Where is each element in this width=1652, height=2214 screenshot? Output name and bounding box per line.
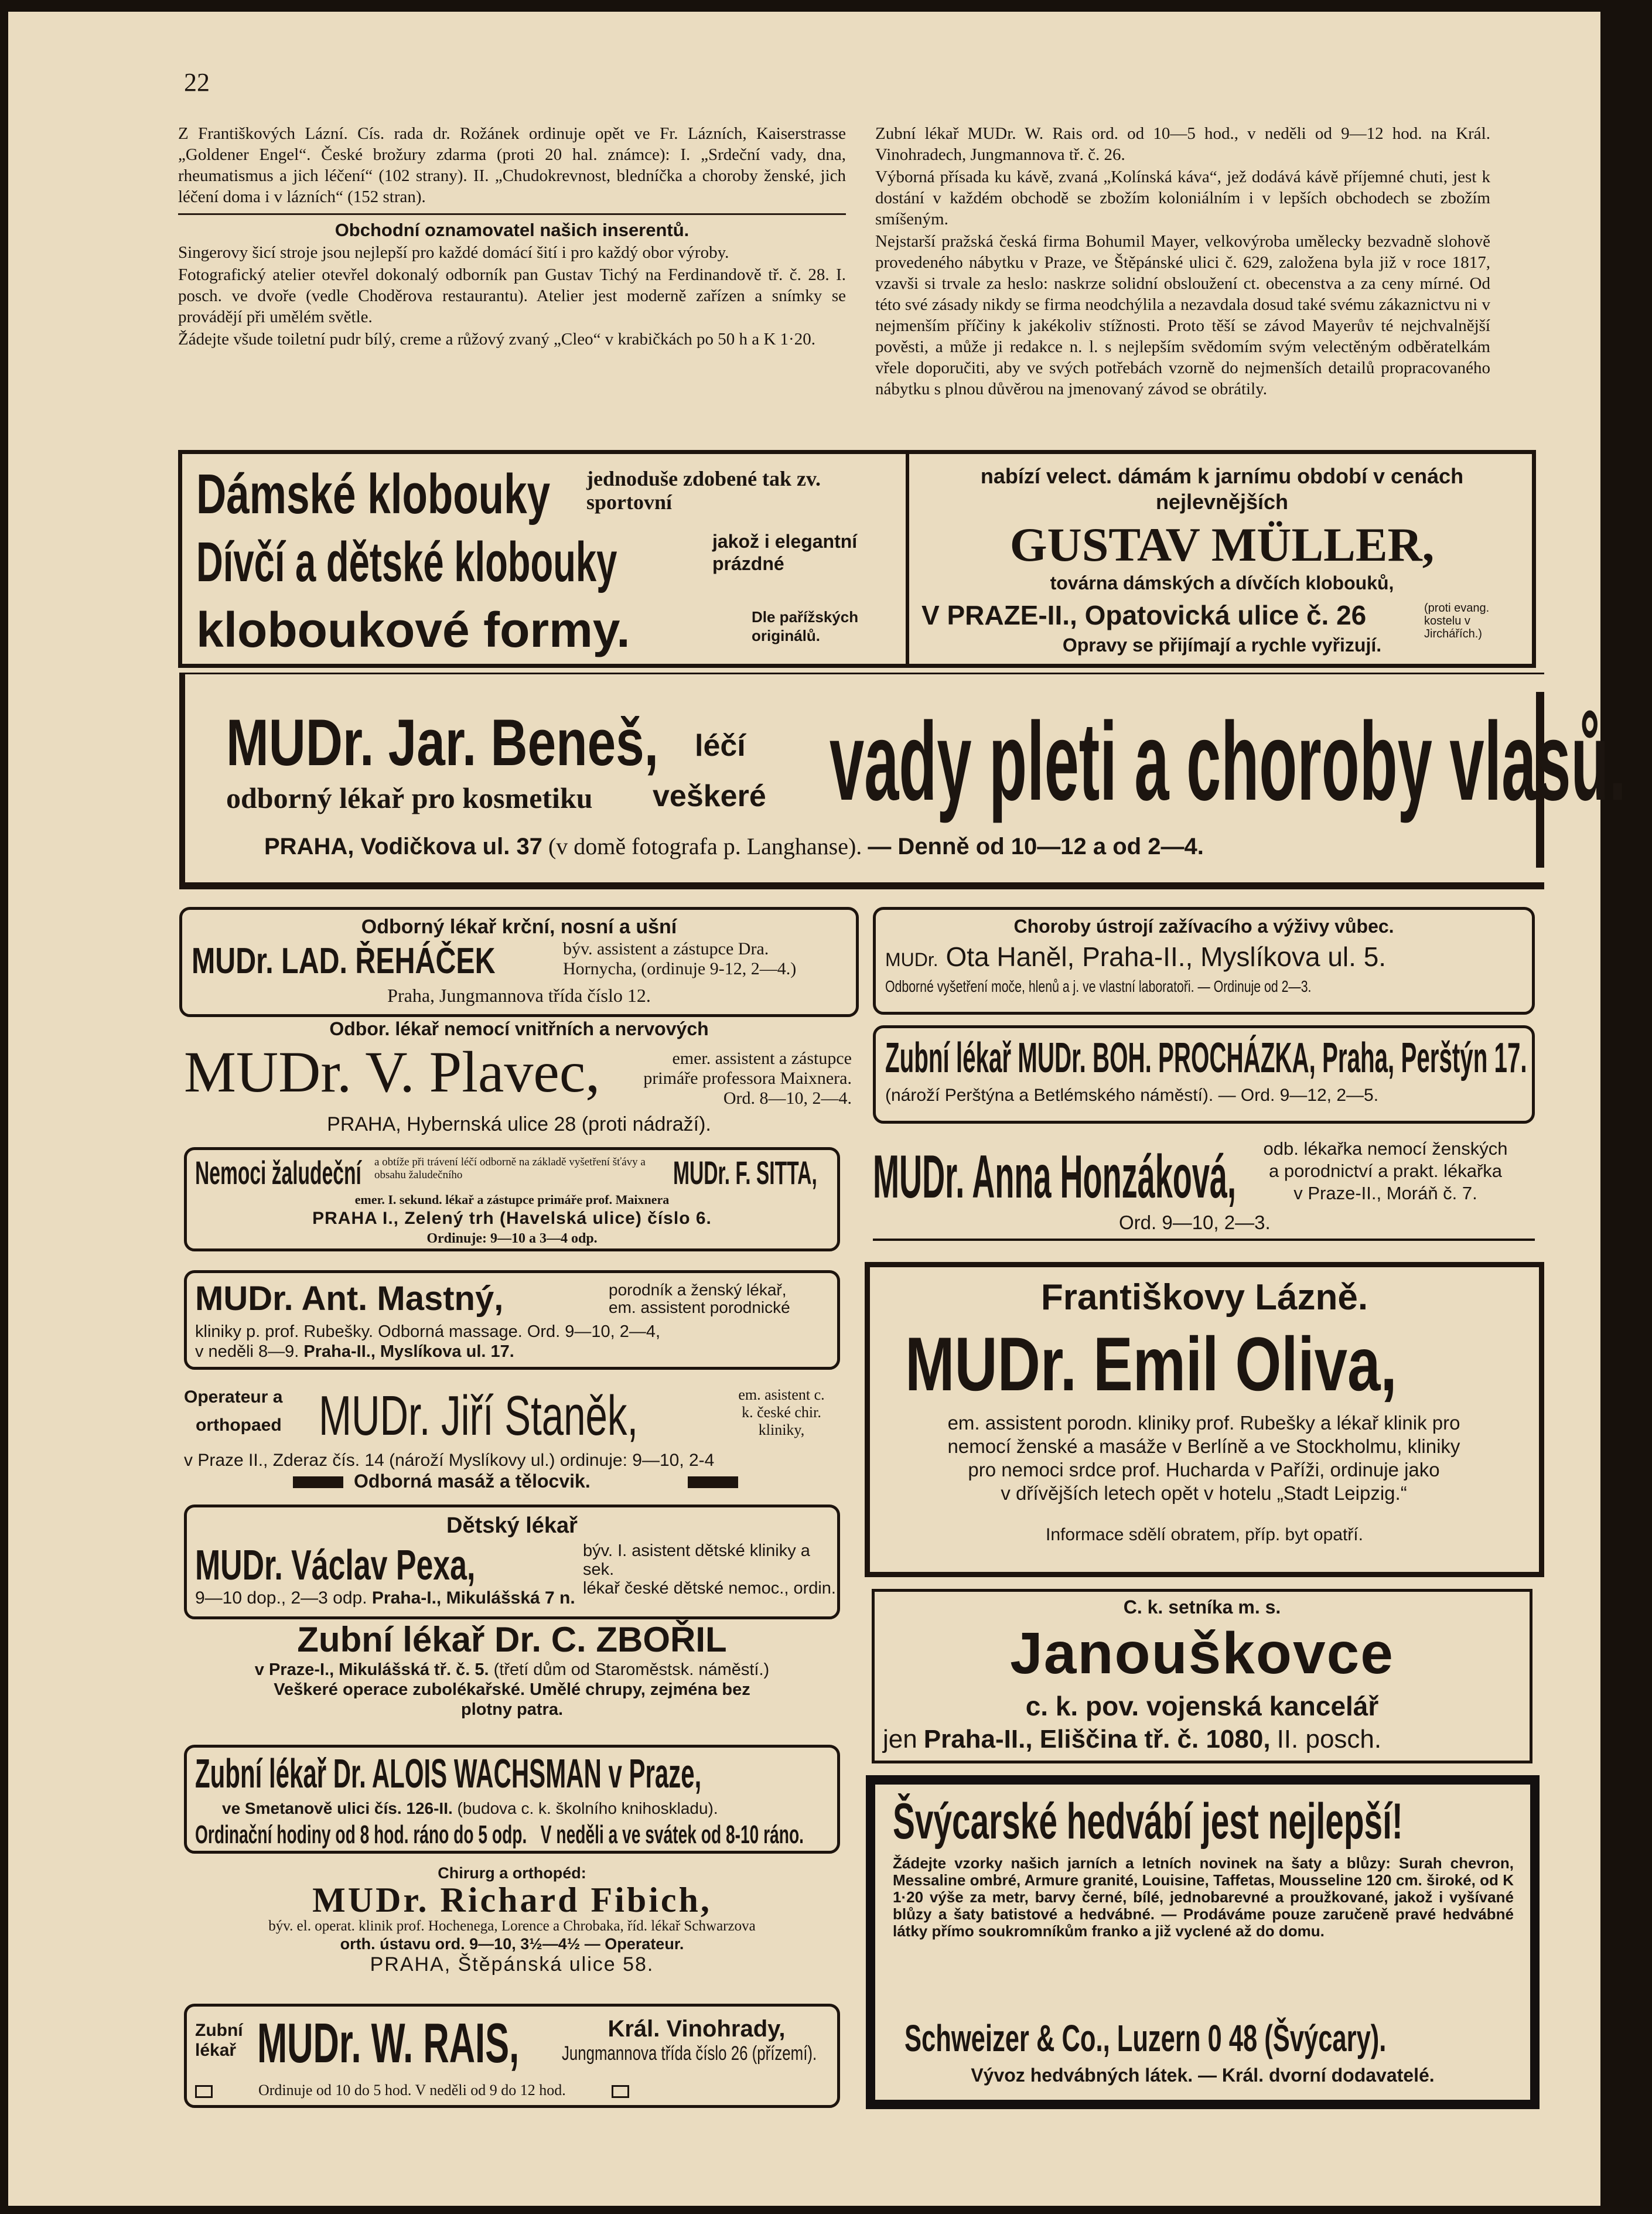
ladies-hats: Dámské klobouky [196, 463, 551, 526]
janouskovec-heading: C. k. setníka m. s. [1123, 1596, 1281, 1618]
hanel-heading: Choroby ústrojí zažívacího a výživy vůbec. [1013, 916, 1394, 937]
sitta-desc: a obtíže při trávení léčí odborně na základě vyšetření šťávy a obsahu žaludečního [374, 1156, 646, 1181]
page-edge-shadow [1600, 12, 1627, 2206]
plavec-info-2: primáře professora Maixnera. [643, 1069, 852, 1088]
benes-name: MUDr. Jar. Beneš, [226, 706, 659, 779]
muller-address: V PRAZE-II., Opatovická ulice č. 26 [921, 600, 1367, 630]
stanek-address: v Praze II., Zderaz čís. 14 (nároží Myslíkovy ul.) ordinuje: 9—10, 2-4 [184, 1451, 715, 1470]
mastny-info-4: v neděli 8—9. [195, 1342, 299, 1361]
singer-notice: Singerovy šicí stroje jsou nejlepší pro každé domácí šití i pro každý obor výroby. [178, 243, 729, 262]
hat-forms-sub: Dle pařížských originálů. [752, 608, 859, 644]
mastny-info-a [609, 1281, 831, 1316]
oliva-heading: Františkovy Lázně. [1040, 1277, 1368, 1318]
zboril-info-1: Veškeré operace zubolékařské. Umělé chrupy, zejména bez [274, 1680, 750, 1699]
plavec-info-3: Ord. 8—10, 2—4. [723, 1089, 852, 1108]
janouskovec-office: c. k. pov. vojenská kancelář [1025, 1691, 1379, 1721]
sitta-address: PRAHA I., Zelený trh (Havelská ulice) číslo 6. [312, 1209, 712, 1228]
oliva-ad [865, 1262, 1544, 1577]
janouskovec-ad [872, 1589, 1532, 1763]
benes-skin-hair: vady pleti a choroby vlasů. [830, 700, 1627, 824]
sitta-ad [184, 1147, 840, 1251]
mastny-ad [184, 1270, 840, 1370]
schweizer-text-1: Žádejte vzorky našich jarních a letních novinek na šaty a blůzy: Surah chevron, Messaline ombré, Armure granité, Louisine, Taffetas, Mousseline 120 cm. široké, od K 1·20 výše za metr, barvy černé, bílé, jednobarevné a proužkované, jakož i vyšívané blůzy a šaty batistové a hedvábné. [893, 1854, 1514, 1923]
oliva-info-4: v dřívějších letech opět v hotelu „Stadt Leipzig.“ [1001, 1482, 1407, 1504]
zboril-address: v Praze-I., Mikulášská tř. č. 5. [254, 1660, 489, 1679]
hanel-hours: — Ordinuje od 2—3. [1197, 977, 1312, 995]
frantiskovy-lazne-notice: Z Františkových Lázní. Cís. rada dr. Rožánek ordinuje opět ve Fr. Lázních, Kaiserstrasse „Goldener Engel“. České brožury zdarma (proti 20 hal. známce): I. „Srdeční vady, dna, rheumatismus a jich léčení“ (102 strany). II. „Chudokrevnost, bledníčka a choroby ženské, jich léčení doma i v lázních“ (152 stran). [178, 124, 846, 206]
schweizer-ad [866, 1775, 1540, 2109]
ornament-icon [195, 2085, 213, 2098]
oliva-info-2: nemocí ženské a masáže v Berlíně a ve Stockholmu, kliniky [947, 1435, 1460, 1457]
zboril-name: Zubní lékař Dr. C. ZBOŘIL [297, 1620, 727, 1659]
rais-label-2: lékař [195, 2041, 237, 2060]
rais-district: Král. Vinohrady, [607, 2016, 786, 2042]
pexa-ad [184, 1505, 840, 1619]
stanek-info [723, 1386, 840, 1439]
plavec-name: MUDr. V. Plavec, [184, 1039, 600, 1104]
prochazka-name: Zubní lékař MUDr. BOH. PROCHÁZKA, Praha, Perštýn 17. [885, 1035, 1527, 1082]
pexa-info-2: lékař české dětské nemoc., ordin. [583, 1579, 836, 1598]
kolinska-notice: Výborná přísada ku kávě, zvaná „Kolínská káva“, jež dodává kávě příjemné chuti, jest k dostání v každém obchodě se zbožím koloniálním i v lepších obchodech se zbožím smíšeným. [875, 168, 1490, 228]
girls-hats: Dívčí a dětské klobouky [196, 531, 617, 593]
oliva-name: MUDr. Emil Oliva, [905, 1321, 1397, 1407]
sitta-info: emer. I. sekund. lékař a zástupce primáře prof. Maixnera [354, 1192, 670, 1207]
rehacek-heading: Odborný lékař krční, nosní a ušní [361, 916, 677, 938]
plavec-info [617, 1049, 852, 1108]
janouskovec-only: jen [883, 1725, 917, 1754]
honzakova-ad [873, 1132, 1535, 1237]
hanel-ad [873, 907, 1535, 1015]
benes-ad [179, 673, 1627, 889]
rais-notice: Zubní lékař MUDr. W. Rais ord. od 10—5 hod., v neděli od 9—12 hod. na Král. Vinohradech, Jungmannova tř. č. 26. [875, 124, 1490, 164]
pexa-info [583, 1541, 841, 1598]
wachsman-name: Zubní lékař Dr. ALOIS WACHSMAN v Praze, [195, 1751, 702, 1796]
pexa-name: MUDr. Václav Pexa, [195, 1542, 476, 1589]
pexa-address: Praha-I., Mikulášská 7 n. [371, 1588, 575, 1608]
sitta-hours: Ordinuje: 9—10 a 3—4 odp. [426, 1231, 598, 1246]
rais-label-1: Zubní [195, 2021, 243, 2040]
stanek-info-3: kliniky, [758, 1421, 805, 1438]
atelier-notice: Fotografický atelier otevřel dokonalý odborník pan Gustav Tichý na Ferdinandově tř. č. 28. I. posch. ve dvoře (vedle Choděrova restaurantu). Atelier jest moderně zařízen a snímky se provádějí při umělém světle. [178, 265, 846, 326]
ornament-icon [612, 2085, 629, 2098]
rehacek-address: Praha, Jungmannova třída číslo 12. [387, 985, 651, 1006]
stanek-ad [184, 1381, 840, 1499]
wachsman-sunday: V neděli a ve svátek od 8-10 ráno. [540, 1820, 804, 1849]
left-column [178, 123, 846, 351]
rais-info [562, 2016, 831, 2065]
fibich-ad [184, 1864, 840, 1976]
hat-forms: kloboukové formy. [196, 602, 630, 657]
pointing-hand-left-icon [293, 1476, 343, 1488]
plavec-address: PRAHA, Hybernská ulice 28 (proti nádraží). [327, 1113, 711, 1135]
oliva-footer: Informace sdělí obratem, příp. byt opatří. [1046, 1525, 1363, 1544]
schweizer-text [893, 1855, 1514, 1940]
honzakova-info-2: a porodnictví a prakt. lékařka [1268, 1161, 1503, 1181]
oliva-info-3: pro nemoci srdce prof. Hucharda v Paříži, ordinuje jako [968, 1459, 1440, 1480]
fibich-info-2: orth. ústavu ord. 9—10, 3½—4½ — Operateur. [340, 1935, 684, 1953]
sitta-name: MUDr. F. SITTA, [673, 1154, 817, 1191]
page-number: 22 [184, 68, 210, 97]
mastny-info-3: kliniky p. prof. Rubešky. Odborná massage. Ord. 9—10, 2—4, [195, 1322, 661, 1341]
mastny-info-2: em. assistent porodnické [609, 1298, 790, 1316]
rais-label [195, 2021, 243, 2061]
janouskovec-floor: II. posch. [1276, 1725, 1382, 1754]
rais-address: Jungmannova třída číslo 26 (přízemí). [562, 2042, 817, 2065]
muller-hat-ad [178, 450, 1536, 668]
girls-hats-sub: jakož i elegantní prázdné [712, 531, 858, 574]
rehacek-ad [179, 907, 859, 1017]
stanek-info-2: k. české chir. [742, 1404, 821, 1421]
stanek-name: MUDr. Jiří Staněk, [319, 1384, 639, 1447]
mayer-notice: Nejstarší pražská česká firma Bohumil Mayer, velkovýroba umělecky bezvadně slohově provedeného nábytku v Praze, ve Štěpánské ulici č. 629, založena byla již v roce 1817, vzavši si trvale za heslo: naskrze solidní obsloužení ct. obecenstva a za ceny mírné. Od této své zásady nikdy se firma neodchýlila a nezavdala dosud také svému zákaznictvu ni v nejmenším příčiny k jakékoliv stížnosti. Proto těší se závod Mayerův té nejchvalnější pověsti, a může ji redakce n. l. s nejlepším svědomím svým velectěným odběratelkám vřele doporučiti, aby ve svých potřebách vzorně do nejmenších detailů propracovaného nábytku s plnou důvěrou na jmenovaný závod se obrátily. [875, 232, 1490, 398]
stanek-operateur: Operateur a [184, 1387, 283, 1407]
wachsman-hours: Ordinační hodiny od 8 hod. ráno do 5 odp. [195, 1820, 527, 1849]
rais-hours: Ordinuje od 10 do 5 hod. V neděli od 9 do 12 hod. [258, 2082, 566, 2099]
stanek-massage: Odborná masáž a tělocvik. [354, 1471, 591, 1492]
rehacek-name: MUDr. LAD. ŘEHÁČEK [192, 941, 496, 981]
benes-treats: léčí [695, 729, 746, 763]
rais-name: MUDr. W. RAIS, [257, 2012, 520, 2075]
mastny-address: Praha-II., Myslíkova ul. 17. [303, 1342, 514, 1361]
janouskovec-address: Praha-II., Eliščina tř. č. 1080, [923, 1725, 1271, 1754]
fibich-address: PRAHA, Štěpánská ulice 58. [370, 1953, 654, 1976]
oliva-info-1: em. assistent porodn. kliniky prof. Rubešky a lékař klinik pro [947, 1412, 1460, 1434]
muller-offer: nabízí velect. dámám k jarnímu období v cenách nejlevnějších [980, 464, 1464, 514]
right-column [875, 123, 1490, 401]
stanek-orthopaed: orthopaed [196, 1415, 282, 1435]
pexa-hours: 9—10 dop., 2—3 odp. [195, 1588, 367, 1608]
benes-hours: — Denně od 10—12 a od 2—4. [868, 834, 1204, 859]
plavec-info-1: emer. assistent a zástupce [672, 1049, 852, 1068]
prochazka-ad [873, 1025, 1535, 1124]
schweizer-footer: Vývoz hedvábných látek. — Král. dvorní dodavatelé. [971, 2065, 1435, 2086]
schweizer-heading: Švýcarské hedvábí jest nejlepší! [893, 1793, 1403, 1850]
benes-address: PRAHA, Vodičkova ul. 37 [264, 834, 542, 859]
wachsman-address: ve Smetanově ulici čís. 126-II. [222, 1799, 453, 1817]
rais-ad [184, 2004, 840, 2108]
hanel-title: MUDr. [885, 949, 938, 970]
mastny-name: MUDr. Ant. Mastný, [195, 1280, 504, 1318]
fibich-heading: Chirurg a orthopéd: [438, 1864, 586, 1882]
hanel-lab: Odborné vyšetření moče, hlenů a j. ve vlastní laboratoři. [885, 977, 1194, 995]
benes-address-note: (v domě fotografa p. Langhanse). [548, 833, 862, 859]
mastny-info-1: porodník a ženský lékař, [609, 1281, 787, 1299]
schweizer-text-2: — Prodáváme pouze zaručeně pravé hedvábné látky přímo soukromníkům franko a již vyclené až do domu. [893, 1905, 1514, 1940]
pexa-info-1: býv. I. asistent dětské kliniky a sek. [583, 1541, 810, 1579]
prochazka-hours: — Ord. 9—12, 2—5. [1218, 1086, 1379, 1105]
hanel-name: Ota Haněl, Praha-II., Myslíkova ul. 5. [946, 941, 1387, 972]
stanek-info-1: em. asistent c. [738, 1386, 825, 1403]
honzakova-info-1: odb. lékařka nemocí ženských [1263, 1138, 1508, 1159]
honzakova-hours: Ord. 9—10, 2—3. [1119, 1212, 1271, 1233]
newspaper-page [8, 12, 1627, 2206]
muller-repairs: Opravy se přijímají a rychle vyřizují. [1062, 634, 1382, 656]
janouskovec-name: Janouškovce [1010, 1621, 1394, 1686]
ladies-hats-sub: jednoduše zdobené tak zv. sportovní [586, 467, 821, 514]
fibich-info-1: býv. el. operat. klinik prof. Hochenega, Lorence a Chrobaka, říd. lékař Schwarzova [268, 1918, 756, 1934]
cleo-notice: Žádejte všude toiletní pudr bílý, creme a růžový zvaný „Cleo“ v krabičkách po 50 h a K 1·20. [178, 330, 815, 349]
schweizer-name: Schweizer & Co., Luzern 0 48 (Švýcary). [904, 2017, 1387, 2059]
benes-cosmetics: odborný lékař pro kosmetiku [226, 782, 593, 814]
pexa-heading: Dětský lékař [446, 1513, 578, 1538]
zboril-ad [184, 1619, 840, 1720]
zboril-address-note: (třetí dům od Staroměstsk. náměstí.) [493, 1660, 770, 1679]
pointing-hand-right-icon [688, 1476, 738, 1488]
honzakova-info [1236, 1138, 1535, 1205]
prochazka-address: (nároží Perštýna a Betlémského náměstí). [885, 1086, 1214, 1105]
oliva-info [876, 1411, 1532, 1505]
honzakova-info-3: v Praze-II., Moráň č. 7. [1293, 1183, 1477, 1203]
wachsman-address-note: (budova c. k. školního knihoskladu). [457, 1799, 718, 1817]
wachsman-ad [184, 1745, 840, 1854]
advertisers-heading: Obchodní oznamovatel našich inserentů. [335, 220, 690, 240]
fibich-name: MUDr. Richard Fibich, [312, 1881, 712, 1919]
muller-name: GUSTAV MÜLLER, [1009, 518, 1435, 571]
muller-factory: továrna dámských a dívčích klobouků, [1050, 572, 1394, 593]
zboril-info-2: plotny patra. [460, 1700, 563, 1719]
honzakova-name: MUDr. Anna Honzáková, [873, 1143, 1237, 1211]
benes-all: veškeré [653, 779, 766, 813]
muller-church: (proti evang. kostelu v Jirchářích.) [1424, 602, 1490, 640]
sitta-stomach: Nemoci žaludeční [195, 1154, 361, 1191]
plavec-heading: Odbor. lékař nemocí vnitřních a nervových [329, 1018, 709, 1039]
rehacek-info: býv. assistent a zástupce Dra. Hornycha, (ordinuje 9-12, 2—4.) [563, 939, 797, 978]
